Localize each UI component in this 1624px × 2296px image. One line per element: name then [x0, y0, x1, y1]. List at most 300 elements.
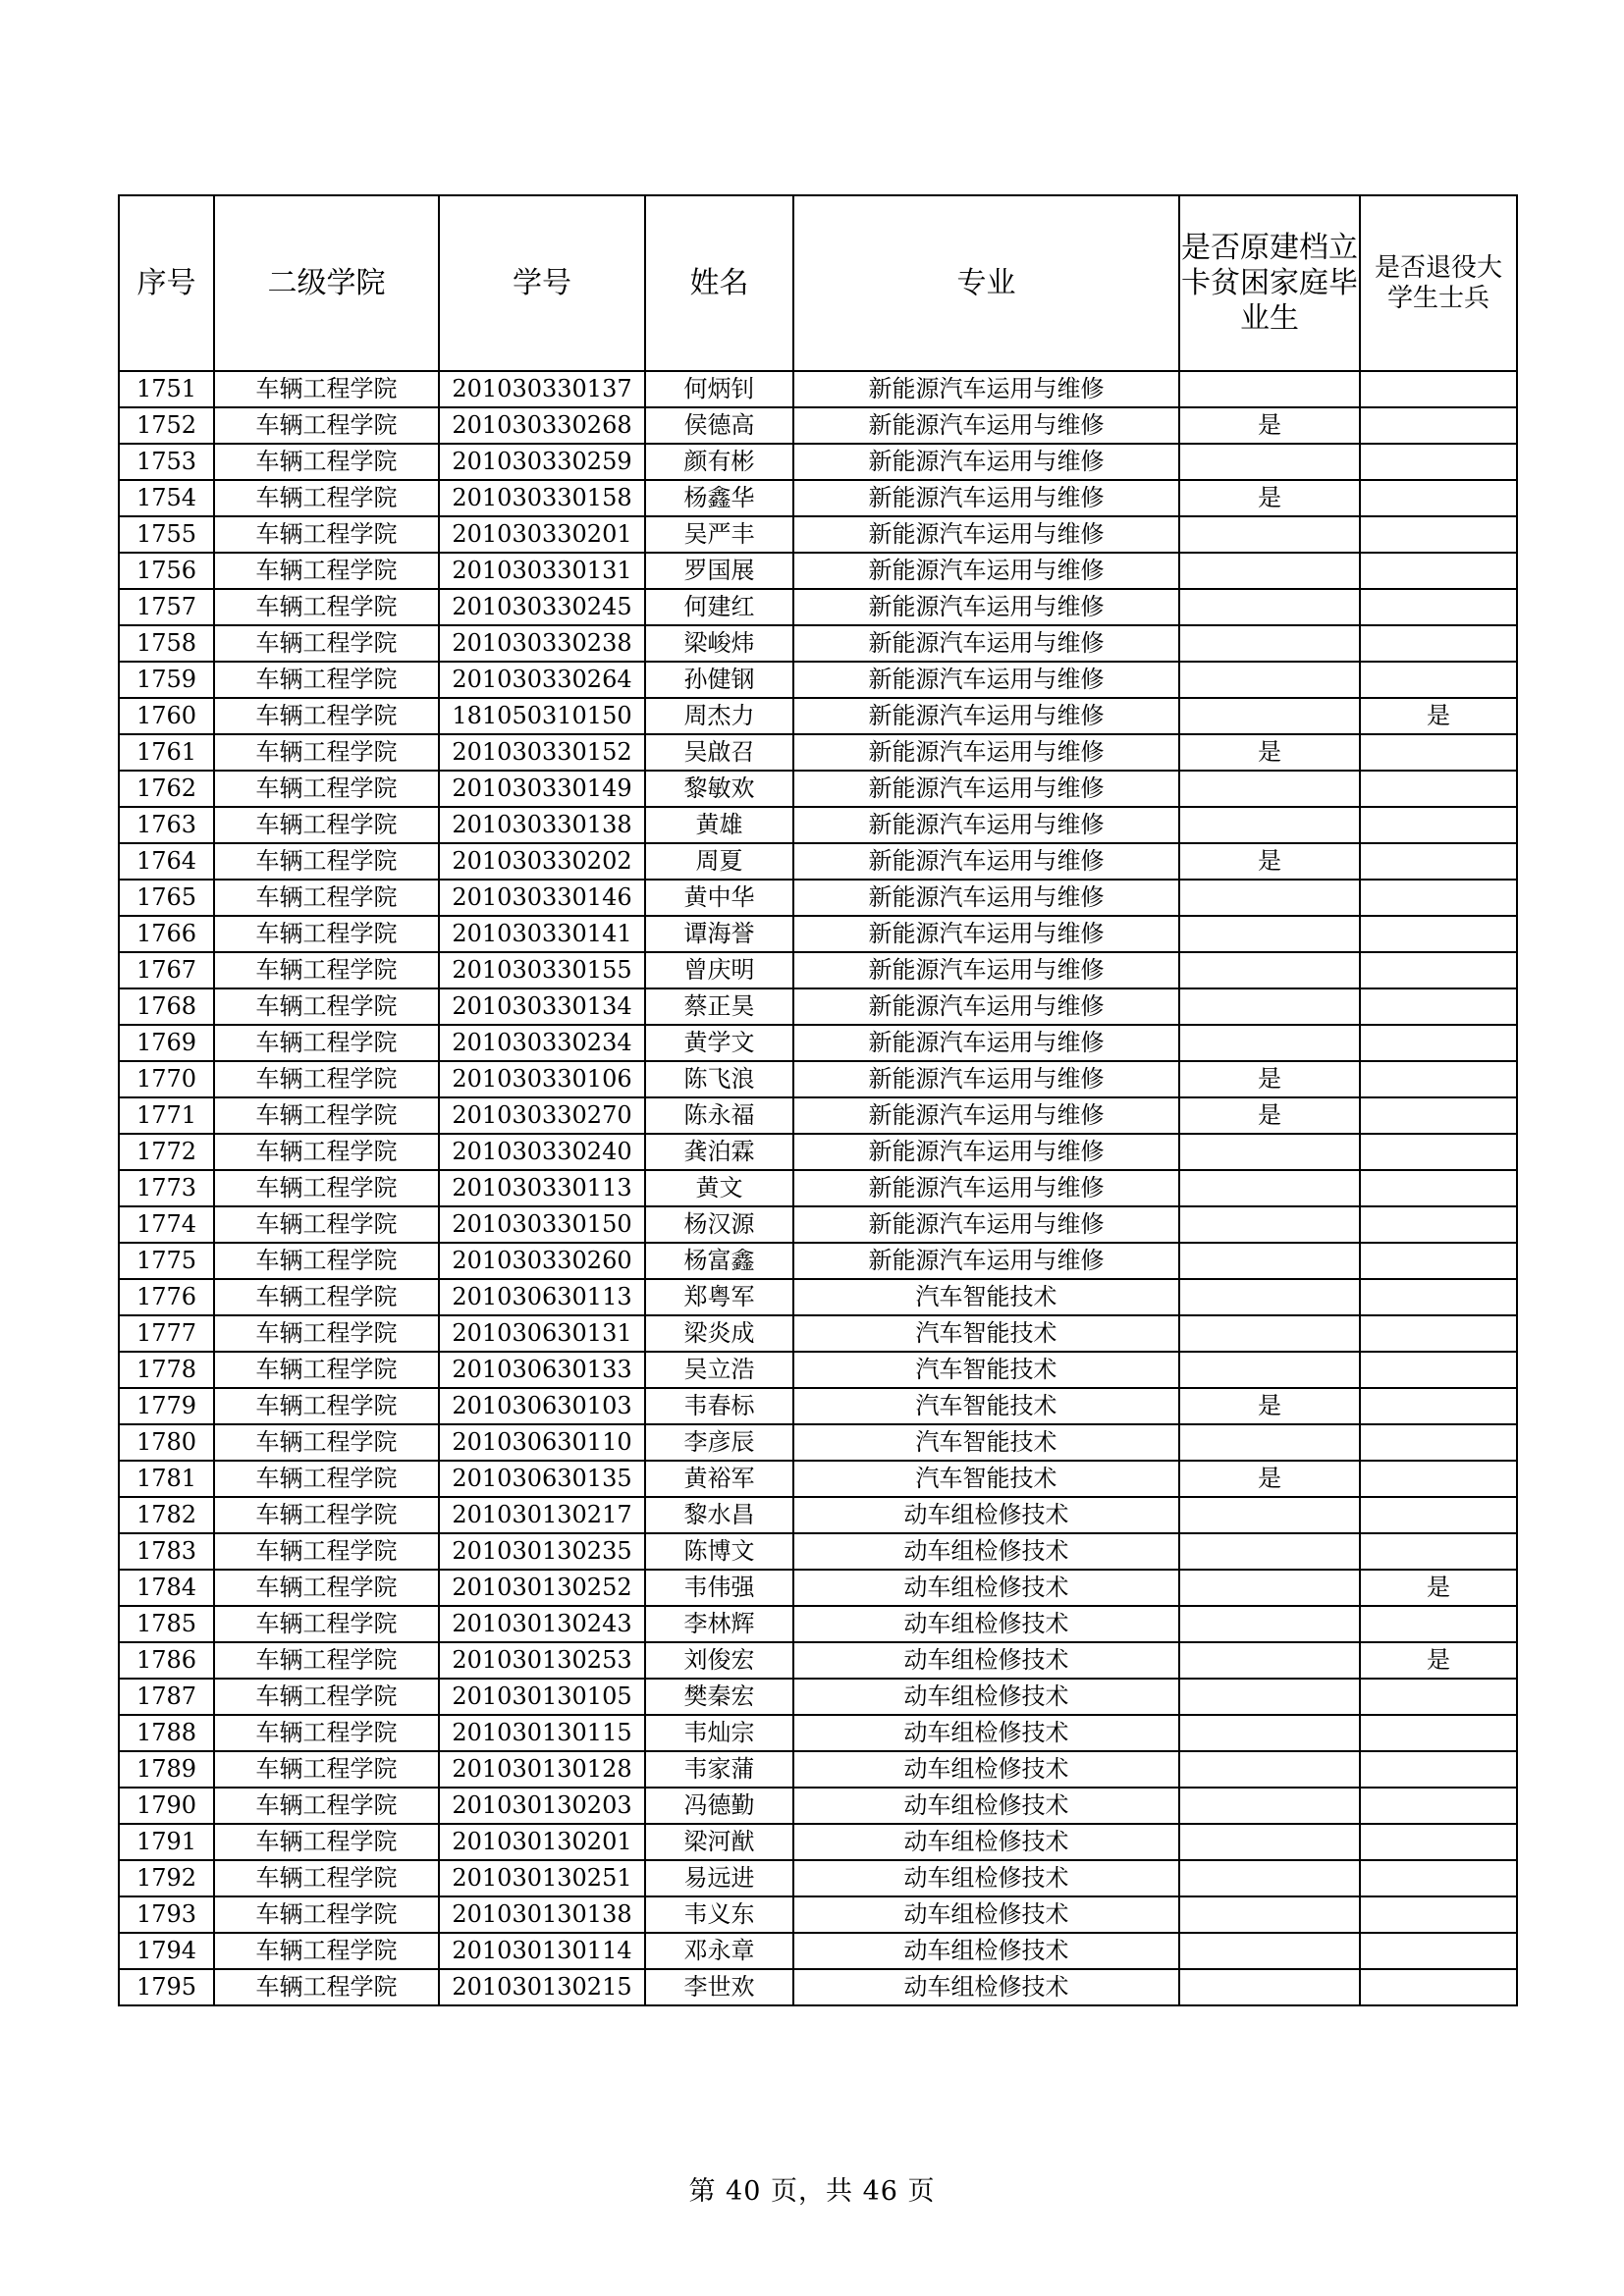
cell-seq: 1770 [119, 1061, 214, 1097]
cell-seq: 1757 [119, 589, 214, 625]
cell-student-id: 201030330155 [439, 952, 645, 988]
cell-major: 新能源汽车运用与维修 [793, 1206, 1179, 1243]
cell-major: 动车组检修技术 [793, 1642, 1179, 1679]
cell-veteran [1360, 1461, 1517, 1497]
cell-seq: 1780 [119, 1424, 214, 1461]
cell-college: 车辆工程学院 [214, 625, 439, 662]
header-veteran: 是否退役大学生士兵 [1360, 195, 1517, 371]
cell-student-id: 181050310150 [439, 698, 645, 734]
cell-poverty [1179, 880, 1360, 916]
table-row [119, 1533, 1517, 1570]
table-row [119, 1642, 1517, 1679]
cell-poverty [1179, 1896, 1360, 1933]
cell-veteran [1360, 1170, 1517, 1206]
cell-name: 周夏 [645, 843, 793, 880]
cell-poverty [1179, 1715, 1360, 1751]
cell-college: 车辆工程学院 [214, 1279, 439, 1315]
table-row [119, 1097, 1517, 1134]
table-row [119, 1388, 1517, 1424]
cell-seq: 1766 [119, 916, 214, 952]
cell-name: 樊秦宏 [645, 1679, 793, 1715]
cell-seq: 1759 [119, 662, 214, 698]
table-row [119, 1424, 1517, 1461]
cell-veteran [1360, 1751, 1517, 1788]
cell-major: 新能源汽车运用与维修 [793, 1025, 1179, 1061]
cell-veteran [1360, 1824, 1517, 1860]
cell-student-id: 201030330202 [439, 843, 645, 880]
cell-name: 杨鑫华 [645, 480, 793, 516]
cell-seq: 1754 [119, 480, 214, 516]
cell-name: 周杰力 [645, 698, 793, 734]
cell-poverty [1179, 952, 1360, 988]
cell-student-id: 201030130251 [439, 1860, 645, 1896]
cell-seq: 1784 [119, 1570, 214, 1606]
cell-college: 车辆工程学院 [214, 916, 439, 952]
cell-veteran [1360, 1788, 1517, 1824]
cell-major: 新能源汽车运用与维修 [793, 480, 1179, 516]
cell-college: 车辆工程学院 [214, 698, 439, 734]
table-row [119, 444, 1517, 480]
cell-veteran: 是 [1360, 1570, 1517, 1606]
cell-seq: 1765 [119, 880, 214, 916]
cell-major: 动车组检修技术 [793, 1896, 1179, 1933]
cell-college: 车辆工程学院 [214, 553, 439, 589]
cell-college: 车辆工程学院 [214, 1715, 439, 1751]
cell-college: 车辆工程学院 [214, 1170, 439, 1206]
cell-student-id: 201030330201 [439, 516, 645, 553]
cell-name: 郑粤军 [645, 1279, 793, 1315]
cell-seq: 1789 [119, 1751, 214, 1788]
cell-name: 李林辉 [645, 1606, 793, 1642]
cell-college: 车辆工程学院 [214, 771, 439, 807]
cell-major: 新能源汽车运用与维修 [793, 516, 1179, 553]
cell-poverty [1179, 807, 1360, 843]
cell-major: 动车组检修技术 [793, 1497, 1179, 1533]
cell-major: 动车组检修技术 [793, 1933, 1179, 1969]
cell-student-id: 201030130138 [439, 1896, 645, 1933]
cell-veteran [1360, 1533, 1517, 1570]
cell-veteran [1360, 625, 1517, 662]
cell-name: 韦春标 [645, 1388, 793, 1424]
cell-seq: 1787 [119, 1679, 214, 1715]
cell-veteran [1360, 1715, 1517, 1751]
cell-name: 陈博文 [645, 1533, 793, 1570]
cell-seq: 1760 [119, 698, 214, 734]
cell-college: 车辆工程学院 [214, 1824, 439, 1860]
cell-seq: 1752 [119, 407, 214, 444]
cell-student-id: 201030330259 [439, 444, 645, 480]
cell-major: 新能源汽车运用与维修 [793, 698, 1179, 734]
cell-major: 新能源汽车运用与维修 [793, 880, 1179, 916]
table-row [119, 1860, 1517, 1896]
cell-veteran [1360, 1134, 1517, 1170]
cell-major: 汽车智能技术 [793, 1388, 1179, 1424]
cell-student-id: 201030330131 [439, 553, 645, 589]
cell-college: 车辆工程学院 [214, 1061, 439, 1097]
cell-poverty [1179, 1279, 1360, 1315]
cell-name: 杨汉源 [645, 1206, 793, 1243]
cell-college: 车辆工程学院 [214, 1388, 439, 1424]
cell-veteran [1360, 1206, 1517, 1243]
header-row [119, 195, 1517, 371]
cell-major: 动车组检修技术 [793, 1570, 1179, 1606]
cell-veteran [1360, 843, 1517, 880]
cell-student-id: 201030630131 [439, 1315, 645, 1352]
cell-poverty [1179, 1824, 1360, 1860]
cell-veteran [1360, 1679, 1517, 1715]
cell-poverty [1179, 553, 1360, 589]
cell-major: 新能源汽车运用与维修 [793, 952, 1179, 988]
cell-student-id: 201030130105 [439, 1679, 645, 1715]
cell-poverty [1179, 1315, 1360, 1352]
cell-college: 车辆工程学院 [214, 1206, 439, 1243]
cell-seq: 1775 [119, 1243, 214, 1279]
cell-poverty [1179, 1243, 1360, 1279]
table-row [119, 407, 1517, 444]
table-row [119, 1788, 1517, 1824]
cell-name: 黎水昌 [645, 1497, 793, 1533]
cell-poverty: 是 [1179, 480, 1360, 516]
cell-student-id: 201030130252 [439, 1570, 645, 1606]
cell-poverty [1179, 1134, 1360, 1170]
cell-major: 动车组检修技术 [793, 1679, 1179, 1715]
cell-student-id: 201030330268 [439, 407, 645, 444]
cell-seq: 1774 [119, 1206, 214, 1243]
cell-name: 曾庆明 [645, 952, 793, 988]
cell-major: 动车组检修技术 [793, 1969, 1179, 2005]
cell-name: 何建红 [645, 589, 793, 625]
cell-student-id: 201030330134 [439, 988, 645, 1025]
cell-major: 新能源汽车运用与维修 [793, 407, 1179, 444]
table-row [119, 1279, 1517, 1315]
cell-veteran: 是 [1360, 1642, 1517, 1679]
cell-seq: 1777 [119, 1315, 214, 1352]
cell-name: 侯德高 [645, 407, 793, 444]
cell-name: 李世欢 [645, 1969, 793, 2005]
cell-veteran [1360, 1388, 1517, 1424]
cell-major: 动车组检修技术 [793, 1751, 1179, 1788]
cell-major: 新能源汽车运用与维修 [793, 553, 1179, 589]
cell-student-id: 201030330245 [439, 589, 645, 625]
header-name: 姓名 [645, 195, 793, 371]
cell-poverty [1179, 1788, 1360, 1824]
cell-student-id: 201030130201 [439, 1824, 645, 1860]
cell-student-id: 201030330234 [439, 1025, 645, 1061]
cell-seq: 1769 [119, 1025, 214, 1061]
cell-major: 新能源汽车运用与维修 [793, 589, 1179, 625]
cell-veteran [1360, 1315, 1517, 1352]
cell-veteran [1360, 1860, 1517, 1896]
cell-poverty [1179, 444, 1360, 480]
table-row [119, 1170, 1517, 1206]
cell-name: 邓永章 [645, 1933, 793, 1969]
cell-poverty [1179, 916, 1360, 952]
cell-major: 新能源汽车运用与维修 [793, 807, 1179, 843]
cell-student-id: 201030330137 [439, 371, 645, 407]
cell-major: 新能源汽车运用与维修 [793, 843, 1179, 880]
cell-student-id: 201030130243 [439, 1606, 645, 1642]
table-row [119, 1969, 1517, 2005]
cell-college: 车辆工程学院 [214, 1497, 439, 1533]
cell-college: 车辆工程学院 [214, 662, 439, 698]
cell-veteran [1360, 1896, 1517, 1933]
cell-name: 吴啟召 [645, 734, 793, 771]
cell-major: 新能源汽车运用与维修 [793, 771, 1179, 807]
table-row [119, 1715, 1517, 1751]
cell-student-id: 201030130115 [439, 1715, 645, 1751]
cell-poverty [1179, 1352, 1360, 1388]
cell-student-id: 201030330149 [439, 771, 645, 807]
cell-major: 汽车智能技术 [793, 1424, 1179, 1461]
cell-name: 孙健钢 [645, 662, 793, 698]
cell-veteran [1360, 1969, 1517, 2005]
cell-major: 动车组检修技术 [793, 1824, 1179, 1860]
cell-student-id: 201030630103 [439, 1388, 645, 1424]
cell-student-id: 201030130203 [439, 1788, 645, 1824]
cell-poverty [1179, 698, 1360, 734]
cell-poverty [1179, 516, 1360, 553]
table-row [119, 1824, 1517, 1860]
cell-name: 谭海誉 [645, 916, 793, 952]
cell-major: 新能源汽车运用与维修 [793, 625, 1179, 662]
cell-name: 杨富鑫 [645, 1243, 793, 1279]
cell-name: 黄学文 [645, 1025, 793, 1061]
cell-name: 黄雄 [645, 807, 793, 843]
cell-seq: 1790 [119, 1788, 214, 1824]
cell-seq: 1795 [119, 1969, 214, 2005]
table-row [119, 371, 1517, 407]
cell-college: 车辆工程学院 [214, 516, 439, 553]
cell-name: 梁峻炜 [645, 625, 793, 662]
cell-student-id: 201030130253 [439, 1642, 645, 1679]
table-row [119, 1461, 1517, 1497]
cell-major: 新能源汽车运用与维修 [793, 444, 1179, 480]
cell-student-id: 201030330240 [439, 1134, 645, 1170]
cell-poverty [1179, 1679, 1360, 1715]
cell-poverty [1179, 988, 1360, 1025]
cell-poverty [1179, 662, 1360, 698]
cell-veteran [1360, 880, 1517, 916]
table-row [119, 1896, 1517, 1933]
cell-name: 黄中华 [645, 880, 793, 916]
table-row [119, 1315, 1517, 1352]
cell-poverty [1179, 1606, 1360, 1642]
cell-veteran [1360, 444, 1517, 480]
cell-seq: 1778 [119, 1352, 214, 1388]
cell-seq: 1785 [119, 1606, 214, 1642]
cell-veteran: 是 [1360, 698, 1517, 734]
cell-student-id: 201030330150 [439, 1206, 645, 1243]
cell-seq: 1751 [119, 371, 214, 407]
cell-name: 韦家蒲 [645, 1751, 793, 1788]
cell-student-id: 201030330238 [439, 625, 645, 662]
header-major: 专业 [793, 195, 1179, 371]
cell-major: 新能源汽车运用与维修 [793, 1061, 1179, 1097]
cell-name: 韦义东 [645, 1896, 793, 1933]
cell-name: 何炳钊 [645, 371, 793, 407]
cell-college: 车辆工程学院 [214, 1606, 439, 1642]
table-row [119, 952, 1517, 988]
cell-name: 李彦辰 [645, 1424, 793, 1461]
cell-veteran [1360, 1025, 1517, 1061]
cell-major: 汽车智能技术 [793, 1352, 1179, 1388]
table-row [119, 480, 1517, 516]
header-college: 二级学院 [214, 195, 439, 371]
cell-veteran [1360, 480, 1517, 516]
cell-major: 动车组检修技术 [793, 1533, 1179, 1570]
cell-student-id: 201030330260 [439, 1243, 645, 1279]
cell-seq: 1792 [119, 1860, 214, 1896]
cell-major: 动车组检修技术 [793, 1715, 1179, 1751]
cell-veteran [1360, 916, 1517, 952]
cell-college: 车辆工程学院 [214, 1424, 439, 1461]
cell-name: 吴严丰 [645, 516, 793, 553]
cell-college: 车辆工程学院 [214, 734, 439, 771]
cell-student-id: 201030330138 [439, 807, 645, 843]
table-body [119, 371, 1517, 2005]
header-student-id: 学号 [439, 195, 645, 371]
cell-poverty: 是 [1179, 1061, 1360, 1097]
cell-college: 车辆工程学院 [214, 952, 439, 988]
cell-name: 龚泊霖 [645, 1134, 793, 1170]
cell-college: 车辆工程学院 [214, 589, 439, 625]
cell-name: 韦伟强 [645, 1570, 793, 1606]
table-row [119, 1134, 1517, 1170]
cell-veteran [1360, 807, 1517, 843]
cell-veteran [1360, 662, 1517, 698]
cell-poverty: 是 [1179, 1097, 1360, 1134]
cell-name: 易远进 [645, 1860, 793, 1896]
table-row [119, 1679, 1517, 1715]
cell-student-id: 201030130235 [439, 1533, 645, 1570]
cell-student-id: 201030330152 [439, 734, 645, 771]
table-row [119, 516, 1517, 553]
header-seq: 序号 [119, 195, 214, 371]
cell-major: 新能源汽车运用与维修 [793, 1134, 1179, 1170]
cell-name: 罗国展 [645, 553, 793, 589]
cell-poverty: 是 [1179, 407, 1360, 444]
cell-seq: 1767 [119, 952, 214, 988]
cell-veteran [1360, 1243, 1517, 1279]
table-row [119, 734, 1517, 771]
cell-college: 车辆工程学院 [214, 1860, 439, 1896]
cell-poverty [1179, 1933, 1360, 1969]
cell-seq: 1782 [119, 1497, 214, 1533]
cell-veteran [1360, 734, 1517, 771]
cell-poverty [1179, 1860, 1360, 1896]
cell-veteran [1360, 371, 1517, 407]
table-row [119, 1606, 1517, 1642]
cell-major: 汽车智能技术 [793, 1279, 1179, 1315]
table-row [119, 843, 1517, 880]
cell-veteran [1360, 1606, 1517, 1642]
cell-college: 车辆工程学院 [214, 1533, 439, 1570]
cell-student-id: 201030630113 [439, 1279, 645, 1315]
cell-college: 车辆工程学院 [214, 1461, 439, 1497]
table-row [119, 589, 1517, 625]
cell-name: 刘俊宏 [645, 1642, 793, 1679]
cell-college: 车辆工程学院 [214, 1751, 439, 1788]
cell-major: 动车组检修技术 [793, 1606, 1179, 1642]
cell-college: 车辆工程学院 [214, 807, 439, 843]
cell-poverty [1179, 1570, 1360, 1606]
cell-major: 新能源汽车运用与维修 [793, 1243, 1179, 1279]
cell-college: 车辆工程学院 [214, 444, 439, 480]
cell-veteran [1360, 407, 1517, 444]
cell-seq: 1781 [119, 1461, 214, 1497]
cell-poverty [1179, 1642, 1360, 1679]
graduate-roster-table [118, 194, 1518, 2006]
cell-student-id: 201030130114 [439, 1933, 645, 1969]
cell-veteran [1360, 1279, 1517, 1315]
cell-major: 新能源汽车运用与维修 [793, 662, 1179, 698]
table-row [119, 625, 1517, 662]
cell-major: 新能源汽车运用与维修 [793, 1170, 1179, 1206]
cell-student-id: 201030630135 [439, 1461, 645, 1497]
cell-college: 车辆工程学院 [214, 1097, 439, 1134]
cell-name: 冯德勤 [645, 1788, 793, 1824]
cell-poverty [1179, 1969, 1360, 2005]
cell-student-id: 201030330146 [439, 880, 645, 916]
cell-major: 新能源汽车运用与维修 [793, 371, 1179, 407]
cell-student-id: 201030330158 [439, 480, 645, 516]
cell-college: 车辆工程学院 [214, 1352, 439, 1388]
cell-student-id: 201030630133 [439, 1352, 645, 1388]
cell-seq: 1791 [119, 1824, 214, 1860]
cell-veteran [1360, 1097, 1517, 1134]
cell-college: 车辆工程学院 [214, 1570, 439, 1606]
cell-name: 黄文 [645, 1170, 793, 1206]
cell-poverty [1179, 771, 1360, 807]
cell-name: 陈飞浪 [645, 1061, 793, 1097]
table-row [119, 1751, 1517, 1788]
cell-poverty [1179, 625, 1360, 662]
table-row [119, 1206, 1517, 1243]
table-row [119, 1933, 1517, 1969]
table-row [119, 662, 1517, 698]
table-header [119, 195, 1517, 371]
table-row [119, 916, 1517, 952]
cell-seq: 1755 [119, 516, 214, 553]
cell-poverty: 是 [1179, 1461, 1360, 1497]
cell-student-id: 201030330113 [439, 1170, 645, 1206]
cell-student-id: 201030130217 [439, 1497, 645, 1533]
header-poverty: 是否原建档立卡贫困家庭毕业生 [1179, 195, 1360, 371]
table-row [119, 1497, 1517, 1533]
cell-college: 车辆工程学院 [214, 407, 439, 444]
cell-seq: 1772 [119, 1134, 214, 1170]
cell-poverty [1179, 1206, 1360, 1243]
cell-poverty: 是 [1179, 843, 1360, 880]
cell-seq: 1788 [119, 1715, 214, 1751]
cell-name: 颜有彬 [645, 444, 793, 480]
cell-name: 梁河猷 [645, 1824, 793, 1860]
cell-veteran [1360, 771, 1517, 807]
table-row [119, 1570, 1517, 1606]
cell-college: 车辆工程学院 [214, 1788, 439, 1824]
cell-poverty [1179, 1170, 1360, 1206]
cell-seq: 1793 [119, 1896, 214, 1933]
table-row [119, 1061, 1517, 1097]
cell-name: 黄裕军 [645, 1461, 793, 1497]
cell-student-id: 201030330264 [439, 662, 645, 698]
cell-veteran [1360, 1424, 1517, 1461]
cell-seq: 1753 [119, 444, 214, 480]
cell-poverty [1179, 1025, 1360, 1061]
cell-poverty: 是 [1179, 1388, 1360, 1424]
cell-seq: 1783 [119, 1533, 214, 1570]
cell-college: 车辆工程学院 [214, 843, 439, 880]
